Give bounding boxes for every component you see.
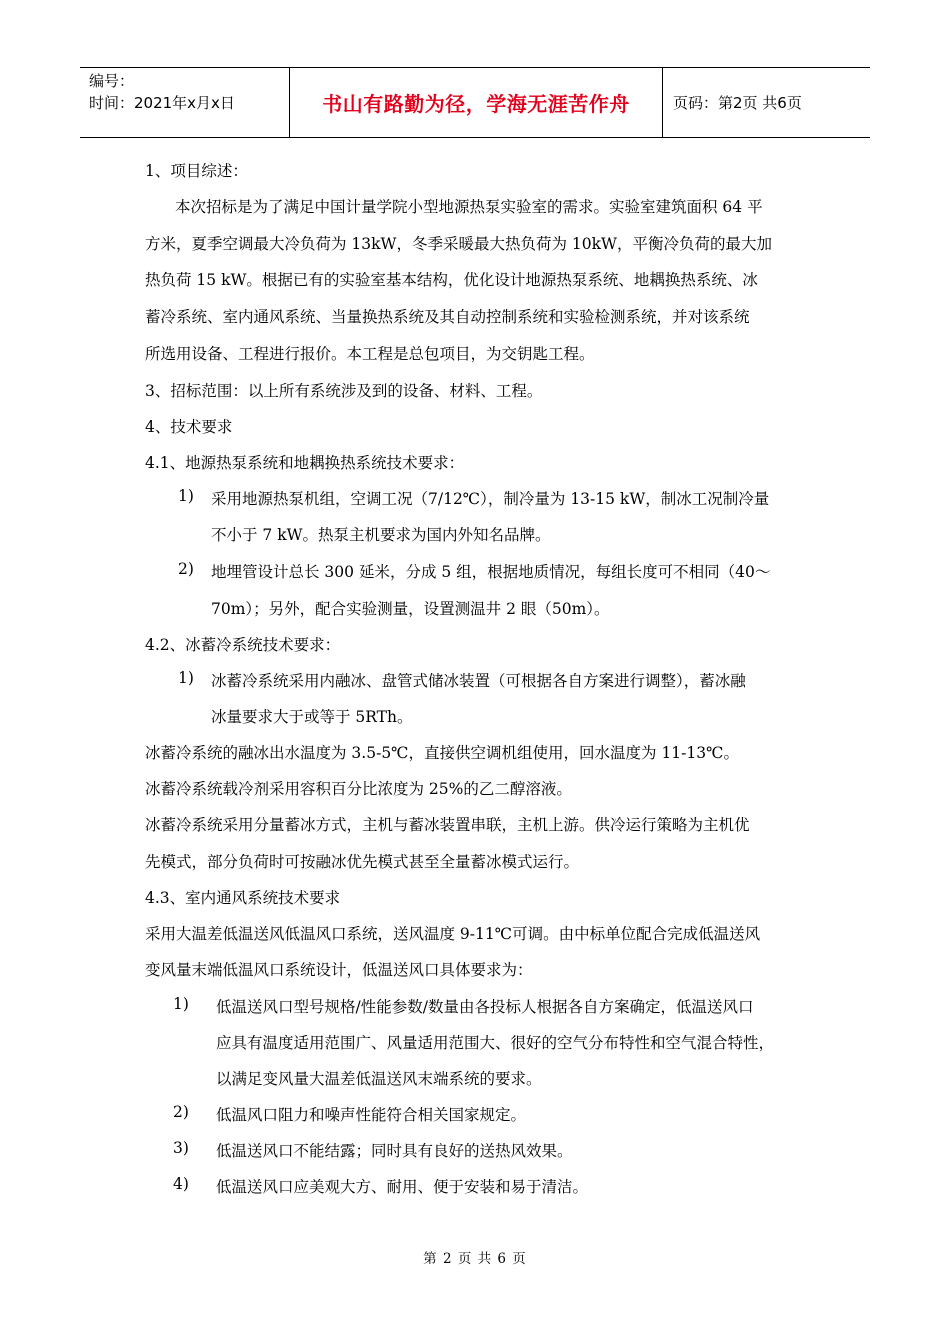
- list-number: 2): [173, 1103, 189, 1121]
- list-item-line: 以满足变风量大温差低温送风末端系统的要求。: [216, 1070, 542, 1088]
- page-footer: 第 2 页 共 6 页: [423, 1251, 527, 1267]
- section-3-heading: 3、招标范围：以上所有系统涉及到的设备、材料、工程。: [145, 382, 543, 400]
- code-label: 编号：: [89, 72, 135, 90]
- paragraph-line: 本次招标是为了满足中国计量学院小型地源热泵实验室的需求。实验室建筑面积 64 平: [175, 198, 763, 216]
- section-4-3-heading: 4.3、室内通风系统技术要求: [145, 889, 341, 907]
- paragraph-line: 方米，夏季空调最大冷负荷为 13kW，冬季采暖最大热负荷为 10kW，平衡冷负荷的最大加: [145, 235, 772, 253]
- list-number: 2): [178, 560, 194, 578]
- list-item-line: 低温风口阻力和噪声性能符合相关国家规定。: [216, 1106, 527, 1124]
- section-1-heading: 1、项目综述：: [145, 162, 248, 180]
- paragraph-line: 蓄冷系统、室内通风系统、当量换热系统及其自动控制系统和实验检测系统，并对该系统: [145, 308, 750, 326]
- list-item-line: 低温送风口不能结露；同时具有良好的送热风效果。: [216, 1142, 573, 1160]
- list-item-line: 采用地源热泵机组，空调工况（7/12℃），制冷量为 13-15 kW，制冰工况制冷量: [211, 490, 770, 508]
- time-label: 时间：2021年x月x日: [89, 94, 235, 112]
- header-motto: 书山有路勤为径，学海无涯苦作舟: [322, 92, 630, 116]
- paragraph-line: 采用大温差低温送风低温风口系统，送风温度 9-11℃可调。由中标单位配合完成低温送风: [145, 925, 761, 943]
- paragraph-line: 冰蓄冷系统的融冰出水温度为 3.5-5℃，直接供空调机组使用，回水温度为 11-13℃。: [145, 744, 739, 762]
- section-4-heading: 4、技术要求: [145, 418, 233, 436]
- list-item-line: 70m）；另外，配合实验测量，设置测温井 2 眼（50m）。: [211, 600, 610, 618]
- section-4-2-heading: 4.2、冰蓄冷系统技术要求：: [145, 636, 341, 654]
- paragraph-line: 冰蓄冷系统载冷剂采用容积百分比浓度为 25%的乙二醇溶液。: [145, 780, 572, 798]
- list-item-line: 冰蓄冷系统采用内融冰、盘管式储冰装置（可根据各自方案进行调整），蓄冰融: [211, 672, 746, 690]
- list-number: 1): [173, 995, 189, 1013]
- header-page-info: 页码：第2页 共6页: [673, 94, 802, 112]
- list-item-line: 地埋管设计总长 300 延米，分成 5 组，根据地质情况，每组长度可不相同（40～: [211, 563, 771, 581]
- paragraph-line: 冰蓄冷系统采用分量蓄冰方式，主机与蓄冰装置串联，主机上游。供冷运行策略为主机优: [145, 816, 750, 834]
- list-item-line: 低温送风口应美观大方、耐用、便于安装和易于清洁。: [216, 1178, 589, 1196]
- list-item-line: 冰量要求大于或等于 5RTh。: [211, 708, 413, 726]
- page-header: [80, 67, 870, 138]
- list-item-line: 不小于 7 kW。热泵主机要求为国内外知名品牌。: [211, 526, 551, 544]
- header-meta: [80, 68, 289, 137]
- paragraph-line: 变风量末端低温风口系统设计，低温送风口具体要求为：: [145, 961, 533, 979]
- list-item-line: 低温送风口型号规格/性能参数/数量由各投标人根据各自方案确定，低温送风口: [216, 998, 754, 1016]
- list-number: 3): [173, 1139, 189, 1157]
- paragraph-line: 热负荷 15 kW。根据已有的实验室基本结构，优化设计地源热泵系统、地耦换热系统、冰: [145, 271, 758, 289]
- header-motto-cell: [289, 68, 663, 137]
- list-number: 1): [178, 669, 194, 687]
- list-number: 1): [178, 487, 194, 505]
- section-4-1-heading: 4.1、地源热泵系统和地耦换热系统技术要求：: [145, 454, 465, 472]
- list-number: 4): [173, 1175, 189, 1193]
- paragraph-line: 先模式，部分负荷时可按融冰优先模式甚至全量蓄冰模式运行。: [145, 853, 580, 871]
- list-item-line: 应具有温度适用范围广、风量适用范围大、很好的空气分布特性和空气混合特性，: [216, 1034, 775, 1052]
- paragraph-line: 所选用设备、工程进行报价。本工程是总包项目，为交钥匙工程。: [145, 345, 595, 363]
